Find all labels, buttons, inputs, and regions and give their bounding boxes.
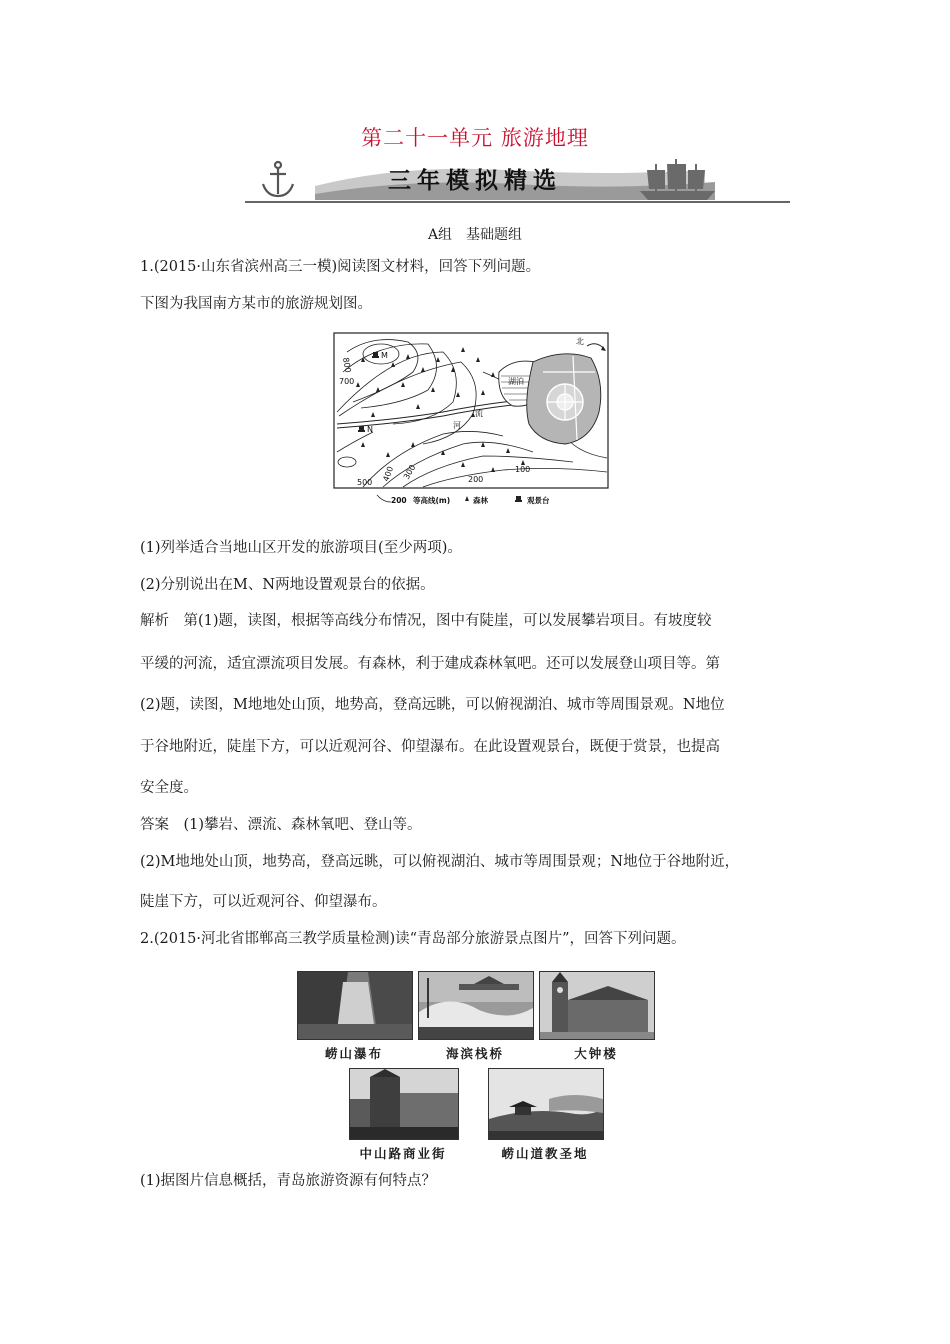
map-legend — [377, 495, 550, 505]
banner-title: 三年模拟精选 — [388, 168, 562, 194]
group-title: A组 基础题组 — [427, 227, 523, 243]
tourism-planning-map — [333, 332, 609, 510]
q1-answer-line: (2)M地地处山顶，地势高，登高远眺，可以俯视湖泊、城市等周围景观；N地位于谷地附近， — [140, 854, 740, 870]
point-n-label: N — [367, 425, 373, 434]
q1-analysis-line: 安全度。 — [140, 780, 198, 796]
legend-forest: 森林 — [473, 496, 488, 505]
q1-sub2: (2)分别说出在M、N两地设置观景台的依据。 — [140, 577, 435, 593]
city-block — [527, 354, 601, 444]
river-label-1: 河 — [453, 421, 461, 430]
north-label: 北 — [576, 337, 584, 346]
contour-label-200: 200 — [468, 475, 484, 484]
q2-sub1: (1)据图片信息概括，青岛旅游资源有何特点？ — [140, 1173, 437, 1189]
photo-caption: 崂山道教圣地 — [501, 1146, 589, 1161]
photo-caption: 大钟楼 — [574, 1046, 618, 1061]
q2-stem: 2.(2015·河北省邯郸高三教学质量检测)读“青岛部分旅游景点图片”，回答下列问题。 — [140, 931, 686, 947]
unit-title: 第二十一单元 旅游地理 — [361, 126, 589, 150]
contour-label-700: 700 — [339, 377, 355, 386]
contour-label-800: 800 — [341, 356, 353, 374]
contour-label-100: 100 — [515, 465, 531, 474]
photo-zhongshan-road — [349, 1068, 459, 1140]
q1-answer-line: 陡崖下方，可以近观河谷、仰望瀑布。 — [140, 894, 387, 910]
photo-laoshan-taoist — [488, 1068, 604, 1140]
q1-analysis-line: 于谷地附近，陡崖下方，可以近观河谷、仰望瀑布。在此设置观景台，既便于赏景，也提高 — [140, 739, 720, 755]
contour-label-300: 300 — [401, 463, 418, 481]
legend-contour-value: 200 — [391, 496, 407, 505]
q1-analysis-line: (2)题，读图，M地地处山顶，地势高，登高远眺，可以俯视湖泊、城市等周围景观。N地位 — [140, 697, 725, 713]
q1-sub1: (1)列举适合当地山区开发的旅游项目(至少两项)。 — [140, 540, 462, 556]
sailing-ship-icon — [640, 159, 715, 200]
photo-caption: 海滨栈桥 — [445, 1046, 504, 1061]
photo-laoshan-waterfall — [297, 971, 413, 1040]
q1-analysis-line: 平缓的河流，适宜漂流项目发展。有森林，利于建成森林氧吧。还可以发展登山项目等。第 — [140, 656, 720, 672]
q1-intro: 下图为我国南方某市的旅游规划图。 — [140, 296, 372, 312]
point-m-label: M — [381, 351, 388, 360]
q1-answer-line: 答案 (1)攀岩、漂流、森林氧吧、登山等。 — [140, 817, 422, 833]
q1-stem: 1.(2015·山东省滨州高三一模)阅读图文材料，回答下列问题。 — [140, 259, 541, 275]
contour-label-500: 500 — [357, 478, 373, 487]
q1-analysis-line: 解析 第(1)题，读图，根据等高线分布情况，图中有陡崖，可以发展攀岩项目。有坡度较 — [140, 613, 712, 629]
photo-big-clock-tower — [539, 971, 655, 1040]
photo-caption: 崂山瀑布 — [324, 1046, 383, 1061]
photo-caption: 中山路商业街 — [359, 1146, 447, 1161]
photo-seaside-pier — [418, 971, 534, 1040]
contour-label-400: 400 — [381, 465, 396, 483]
river-label-2: 流 — [475, 409, 483, 418]
lake-label: 湖泊 — [508, 377, 524, 386]
legend-contour: 等高线(m) — [413, 496, 451, 505]
legend-platform: 观景台 — [527, 496, 550, 505]
anchor-icon — [263, 162, 293, 196]
